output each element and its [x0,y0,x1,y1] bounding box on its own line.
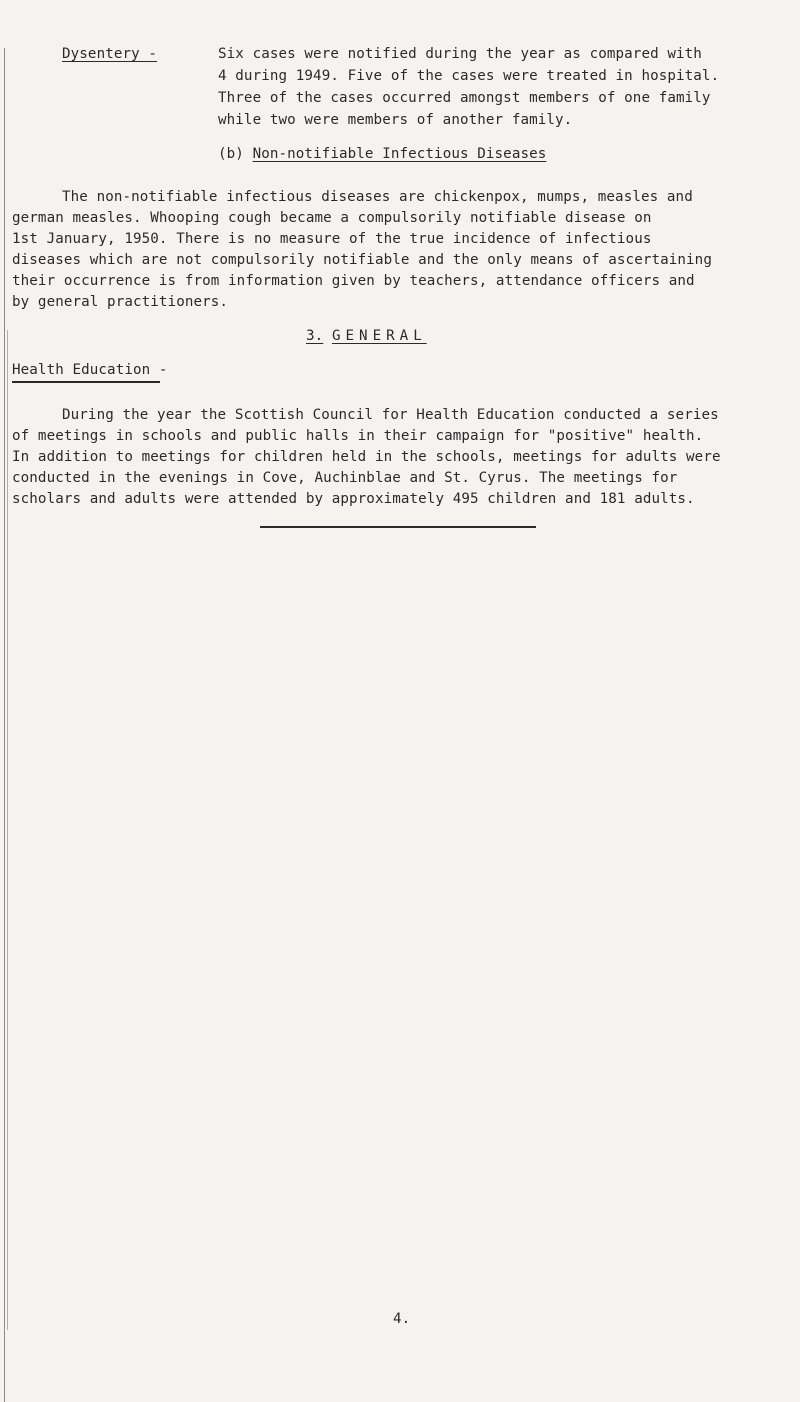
dysentery-text-line: 4 during 1949. Five of the cases were treated in hospital. [218,68,720,84]
left-margin-rule-inner [7,330,8,1330]
health-education-text-line: scholars and adults were attended by approximately 495 children and 181 adults. [12,491,695,507]
section-b-prefix: (b) [218,146,253,162]
section-b-heading [218,144,546,164]
section-b-title: Non-notifiable Infectious Diseases [252,146,547,162]
dysentery-text-line: Six cases were notified during the year as compared with [218,46,702,62]
health-education-text-line: conducted in the evenings in Cove, Auchinblae and St. Cyrus. The meetings for [12,470,678,486]
dysentery-label: Dysentery - [62,46,158,62]
dysentery-text-line: Three of the cases occurred amongst members of one family [218,90,711,106]
section-b-text-line: their occurrence is from information given by teachers, attendance officers and [12,273,695,289]
health-education-underline [12,381,160,383]
section-b-text-line: german measles. Whooping cough became a compulsorily notifiable disease on [12,210,652,226]
section-3-title: GENERAL [331,328,427,344]
section-b-text-line: by general practitioners. [12,294,229,310]
section-b-text-line: The non-notifiable infectious diseases are chickenpox, mumps, measles and [62,189,693,205]
section-b-text-line: 1st January, 1950. There is no measure of the true incidence of infectious [12,231,652,247]
left-margin-rule [4,48,5,1402]
section-3-heading [306,326,427,346]
section-b-text-line: diseases which are not compulsorily notifiable and the only means of ascertaining [12,252,712,268]
health-education-text-line: In addition to meetings for children held in the schools, meetings for adults were [12,449,721,465]
dysentery-text-line: while two were members of another family. [218,112,573,128]
health-education-heading: Health Education - [12,362,168,378]
health-education-text-line: of meetings in schools and public halls in their campaign for "positive" health. [12,428,704,444]
page-number: 4. [393,1311,411,1327]
health-education-text-line: During the year the Scottish Council for Health Education conducted a series [62,407,719,423]
section-3-number: 3. [306,328,324,344]
section-divider [260,526,536,528]
